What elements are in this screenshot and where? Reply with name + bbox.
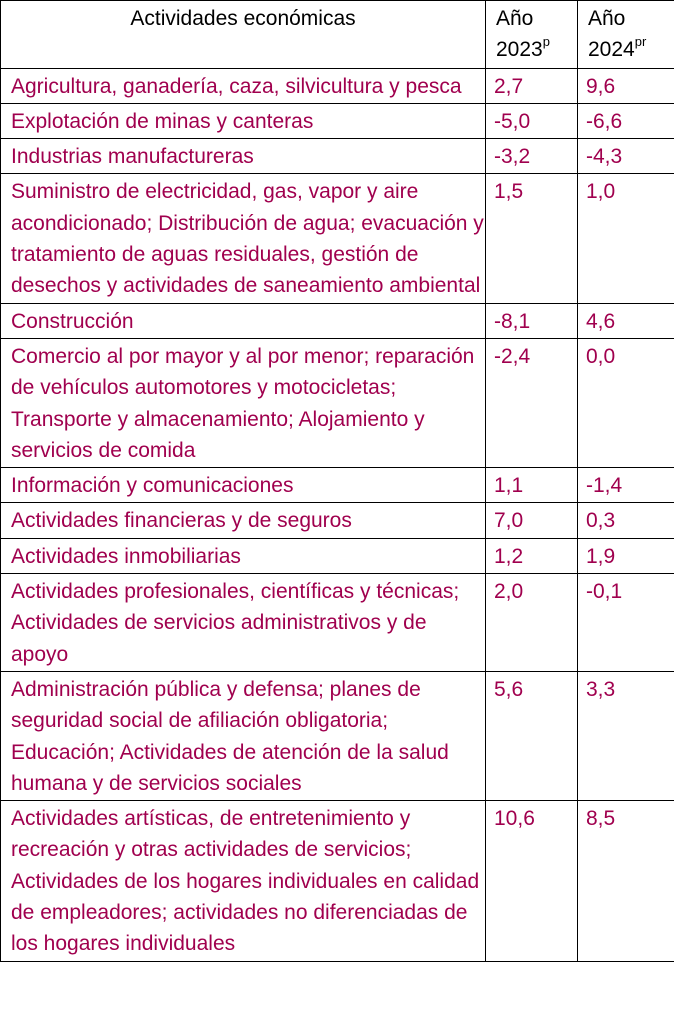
header-2023-mark: p — [542, 34, 550, 50]
row-activity: Industrias manufactureras — [1, 139, 486, 174]
table-row — [1, 103, 674, 138]
header-2023-year: 2023 — [496, 38, 543, 62]
row-value-2024: 0,0 — [578, 338, 674, 467]
table-row — [1, 574, 674, 672]
row-activity: Actividades artísticas, de entretenimiento y recreación y otras actividades de servicios; Actividades de los hogares individuales en calidad de empleadores; actividades no diferenciadas de los hogares individuales — [1, 801, 486, 961]
row-value-2024: 0,3 — [578, 503, 674, 538]
row-value-2023: -8,1 — [486, 303, 578, 338]
row-activity: Administración pública y defensa; planes de seguridad social de afiliación obligatoria; Educación; Actividades de atención de la salud humana y de servicios sociales — [1, 671, 486, 800]
row-value-2023: 1,1 — [486, 468, 578, 503]
table-header-row — [1, 1, 674, 69]
table-row — [1, 174, 674, 303]
table-row — [1, 503, 674, 538]
row-value-2023: 1,5 — [486, 174, 578, 303]
row-activity: Suministro de electricidad, gas, vapor y aire acondicionado; Distribución de agua; evacuación y tratamiento de aguas residuales, gestión de desechos y actividades de saneamiento ambiental — [1, 174, 486, 303]
row-value-2023: 5,6 — [486, 671, 578, 800]
table-row — [1, 338, 674, 467]
row-value-2024: -0,1 — [578, 574, 674, 672]
row-value-2024: 1,0 — [578, 174, 674, 303]
header-year-2024 — [578, 1, 674, 69]
row-value-2023: -5,0 — [486, 103, 578, 138]
row-value-2023: 10,6 — [486, 801, 578, 961]
row-activity: Explotación de minas y canteras — [1, 103, 486, 138]
row-value-2024: 4,6 — [578, 303, 674, 338]
table-row — [1, 303, 674, 338]
row-activity: Actividades inmobiliarias — [1, 538, 486, 573]
row-activity: Construcción — [1, 303, 486, 338]
header-2024-mark: pr — [634, 34, 647, 50]
row-value-2024: 1,9 — [578, 538, 674, 573]
row-value-2024: -4,3 — [578, 139, 674, 174]
row-value-2023: 2,7 — [486, 68, 578, 103]
row-value-2023: 2,0 — [486, 574, 578, 672]
row-activity: Información y comunicaciones — [1, 468, 486, 503]
row-value-2023: -3,2 — [486, 139, 578, 174]
header-year-2023 — [486, 1, 578, 69]
table-row — [1, 538, 674, 573]
row-value-2024: 3,3 — [578, 671, 674, 800]
table-row — [1, 139, 674, 174]
row-value-2023: 1,2 — [486, 538, 578, 573]
row-value-2024: -6,6 — [578, 103, 674, 138]
header-2023-label: Año — [496, 7, 534, 30]
header-activity — [1, 1, 486, 69]
row-value-2024: 9,6 — [578, 68, 674, 103]
table-row — [1, 468, 674, 503]
row-value-2023: -2,4 — [486, 338, 578, 467]
header-2024-year: 2024 — [588, 38, 635, 62]
row-activity: Actividades financieras y de seguros — [1, 503, 486, 538]
row-activity: Actividades profesionales, científicas y técnicas; Actividades de servicios administrativos y de apoyo — [1, 574, 486, 672]
table-row — [1, 801, 674, 961]
row-activity: Comercio al por mayor y al por menor; reparación de vehículos automotores y motocicletas; Transporte y almacenamiento; Alojamiento y servicios de comida — [1, 338, 486, 467]
row-value-2023: 7,0 — [486, 503, 578, 538]
row-activity: Agricultura, ganadería, caza, silvicultura y pesca — [1, 68, 486, 103]
table-row — [1, 68, 674, 103]
header-activity-label: Actividades económicas — [130, 7, 356, 30]
table-row — [1, 671, 674, 800]
header-2024-label: Año — [588, 7, 626, 30]
row-value-2024: -1,4 — [578, 468, 674, 503]
row-value-2024: 8,5 — [578, 801, 674, 961]
